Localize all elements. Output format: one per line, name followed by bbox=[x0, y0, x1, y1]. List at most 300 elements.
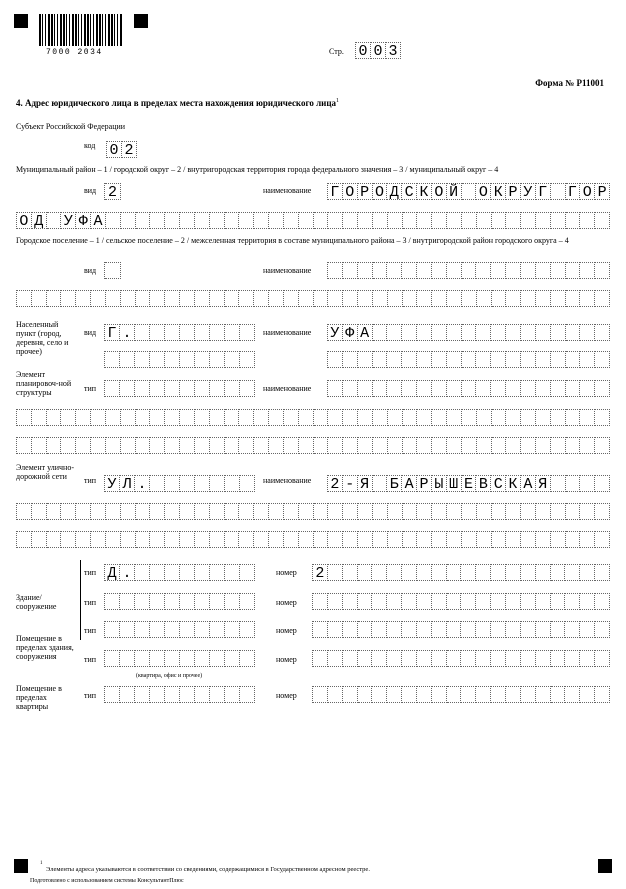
locality-kind-field-2[interactable] bbox=[104, 351, 255, 368]
cell bbox=[210, 503, 225, 520]
cell bbox=[462, 409, 477, 426]
building-type-label-1: тип bbox=[84, 568, 97, 577]
planning-name-field-1[interactable] bbox=[327, 380, 610, 397]
cell bbox=[551, 262, 566, 279]
building-type-field-1[interactable] bbox=[104, 564, 255, 581]
cell: . bbox=[120, 564, 135, 581]
cell bbox=[491, 650, 506, 667]
cell bbox=[580, 593, 595, 610]
cell bbox=[580, 621, 595, 638]
cell bbox=[565, 650, 580, 667]
cell bbox=[165, 475, 180, 492]
cell bbox=[551, 290, 566, 307]
cell bbox=[477, 437, 492, 454]
cell bbox=[150, 593, 165, 610]
cell bbox=[165, 593, 180, 610]
cell bbox=[254, 531, 269, 548]
cell bbox=[373, 437, 388, 454]
cell bbox=[447, 212, 462, 229]
cell bbox=[402, 650, 417, 667]
cell bbox=[595, 262, 610, 279]
cell bbox=[210, 212, 225, 229]
cell bbox=[387, 621, 402, 638]
cell bbox=[521, 437, 536, 454]
cell bbox=[566, 212, 581, 229]
municipal-kind-label: вид bbox=[84, 186, 97, 195]
cell bbox=[225, 212, 240, 229]
cell bbox=[521, 531, 536, 548]
cell bbox=[76, 409, 91, 426]
settlement-name-field-1[interactable] bbox=[327, 262, 610, 279]
cell bbox=[506, 262, 521, 279]
page-digit-2: 0 bbox=[371, 42, 386, 59]
cell bbox=[551, 593, 566, 610]
street-name-label: наименование bbox=[263, 476, 312, 485]
cell bbox=[432, 380, 447, 397]
cell bbox=[447, 564, 462, 581]
cell bbox=[165, 650, 180, 667]
cell bbox=[373, 262, 388, 279]
cell bbox=[506, 324, 521, 341]
cell bbox=[105, 650, 120, 667]
cell bbox=[432, 290, 447, 307]
cell bbox=[165, 324, 180, 341]
cell bbox=[180, 380, 195, 397]
cell bbox=[402, 380, 417, 397]
building-type-field-2[interactable] bbox=[104, 593, 255, 610]
cell bbox=[402, 351, 417, 368]
cell bbox=[210, 351, 225, 368]
cell bbox=[417, 503, 432, 520]
cell bbox=[462, 380, 477, 397]
cell bbox=[120, 621, 135, 638]
footnote-mark: 1 bbox=[40, 861, 43, 866]
cell bbox=[447, 593, 462, 610]
cell bbox=[566, 409, 581, 426]
building-number-field-1[interactable] bbox=[312, 564, 610, 581]
cell bbox=[299, 503, 314, 520]
cell bbox=[240, 564, 255, 581]
cell bbox=[358, 437, 373, 454]
cell bbox=[135, 593, 150, 610]
cell bbox=[210, 531, 225, 548]
cell bbox=[239, 437, 254, 454]
cell bbox=[225, 380, 240, 397]
cell bbox=[254, 409, 269, 426]
cell bbox=[165, 351, 180, 368]
cell bbox=[432, 437, 447, 454]
cell bbox=[403, 437, 418, 454]
street-type-field[interactable] bbox=[104, 475, 255, 492]
cell bbox=[150, 324, 165, 341]
cell bbox=[343, 503, 358, 520]
cell bbox=[373, 324, 388, 341]
cell bbox=[284, 437, 299, 454]
cell bbox=[388, 437, 403, 454]
cell bbox=[47, 531, 62, 548]
cell bbox=[32, 409, 47, 426]
municipal-name-field-1[interactable] bbox=[327, 183, 610, 200]
cell bbox=[328, 564, 343, 581]
cell bbox=[536, 409, 551, 426]
cell bbox=[299, 212, 314, 229]
cell bbox=[180, 531, 195, 548]
cell bbox=[387, 324, 402, 341]
cell bbox=[358, 650, 373, 667]
building-label: Здание/ сооружение bbox=[16, 593, 57, 611]
cell bbox=[195, 503, 210, 520]
cell: А bbox=[521, 475, 536, 492]
cell bbox=[150, 380, 165, 397]
cell bbox=[120, 650, 135, 667]
cell bbox=[105, 593, 120, 610]
cell bbox=[477, 212, 492, 229]
cell bbox=[595, 564, 610, 581]
cell bbox=[372, 650, 387, 667]
cell bbox=[284, 531, 299, 548]
planning-type-field[interactable] bbox=[104, 380, 255, 397]
cell: Л bbox=[120, 475, 135, 492]
cell bbox=[492, 409, 507, 426]
cell bbox=[165, 437, 180, 454]
planning-name-field-2[interactable] bbox=[16, 409, 610, 426]
cell bbox=[595, 686, 610, 703]
cell: Г bbox=[536, 183, 551, 200]
locality-name-field-2[interactable] bbox=[327, 351, 610, 368]
cell bbox=[135, 686, 150, 703]
street-name-field-3[interactable] bbox=[16, 531, 610, 548]
cell bbox=[91, 437, 106, 454]
municipal-label: Муниципальный район – 1 / городской округ – 2 / внутригородская территория города федерального значения – 3 / муниципальный округ – 4 bbox=[16, 165, 499, 174]
cell bbox=[47, 212, 62, 229]
cell bbox=[358, 290, 373, 307]
cell bbox=[506, 351, 521, 368]
cell bbox=[180, 351, 195, 368]
cell bbox=[536, 564, 551, 581]
cell bbox=[135, 621, 150, 638]
cell bbox=[210, 564, 225, 581]
street-name-field-1[interactable] bbox=[327, 475, 610, 492]
cell bbox=[47, 409, 62, 426]
cell: У bbox=[61, 212, 76, 229]
cell bbox=[210, 324, 225, 341]
cell bbox=[551, 686, 566, 703]
cell: Р bbox=[358, 183, 373, 200]
cell bbox=[210, 650, 225, 667]
cell bbox=[195, 531, 210, 548]
cell bbox=[432, 593, 447, 610]
cell: С bbox=[402, 183, 417, 200]
cell bbox=[432, 409, 447, 426]
cell bbox=[551, 212, 566, 229]
cell bbox=[120, 593, 135, 610]
cell bbox=[17, 290, 32, 307]
page-digit-1: 0 bbox=[356, 42, 371, 59]
building-number-field-3[interactable] bbox=[312, 621, 610, 638]
cell bbox=[447, 686, 462, 703]
cell bbox=[240, 380, 255, 397]
cell: Д bbox=[105, 564, 120, 581]
cell bbox=[521, 593, 536, 610]
cell bbox=[121, 409, 136, 426]
locality-label: Населенный пункт (город, деревня, село и прочее) bbox=[16, 320, 69, 356]
cell bbox=[240, 686, 255, 703]
cell bbox=[106, 290, 121, 307]
cell: Й bbox=[447, 183, 462, 200]
cell bbox=[165, 409, 180, 426]
cell bbox=[402, 564, 417, 581]
cell bbox=[476, 593, 491, 610]
cell bbox=[536, 437, 551, 454]
cell bbox=[269, 212, 284, 229]
page-number-cells bbox=[355, 42, 401, 59]
cell bbox=[195, 686, 210, 703]
cell bbox=[225, 437, 240, 454]
premises-building-type-label: тип bbox=[84, 655, 97, 664]
settlement-name-field-2[interactable] bbox=[16, 290, 610, 307]
cell bbox=[477, 409, 492, 426]
cell bbox=[447, 650, 462, 667]
cell bbox=[225, 290, 240, 307]
cell bbox=[120, 351, 135, 368]
cell bbox=[462, 290, 477, 307]
cell bbox=[551, 437, 566, 454]
cell bbox=[403, 212, 418, 229]
street-name-field-2[interactable] bbox=[16, 503, 610, 520]
cell bbox=[195, 564, 210, 581]
cell bbox=[403, 503, 418, 520]
cell bbox=[536, 531, 551, 548]
cell bbox=[462, 262, 477, 279]
cell bbox=[432, 531, 447, 548]
cell bbox=[150, 621, 165, 638]
cell bbox=[566, 475, 581, 492]
cell bbox=[476, 380, 491, 397]
cell bbox=[165, 564, 180, 581]
cell bbox=[240, 351, 255, 368]
cell bbox=[180, 650, 195, 667]
cell bbox=[180, 503, 195, 520]
cell bbox=[462, 503, 477, 520]
cell: О bbox=[343, 183, 358, 200]
cell: - bbox=[343, 475, 358, 492]
building-number-field-2[interactable] bbox=[312, 593, 610, 610]
cell bbox=[343, 437, 358, 454]
building-type-field-3[interactable] bbox=[104, 621, 255, 638]
cell bbox=[225, 475, 240, 492]
cell bbox=[106, 503, 121, 520]
cell bbox=[195, 621, 210, 638]
cell bbox=[461, 564, 476, 581]
cell bbox=[120, 380, 135, 397]
cell: О bbox=[476, 183, 491, 200]
cell bbox=[343, 593, 358, 610]
settlement-kind-field[interactable] bbox=[104, 262, 121, 279]
cell bbox=[225, 564, 240, 581]
cell bbox=[150, 351, 165, 368]
cell bbox=[417, 593, 432, 610]
cell bbox=[566, 531, 581, 548]
cell bbox=[314, 437, 329, 454]
subject-code-field[interactable]: 0 2 bbox=[106, 141, 137, 158]
cell bbox=[47, 437, 62, 454]
cell bbox=[150, 650, 165, 667]
cell bbox=[580, 531, 595, 548]
cell bbox=[491, 564, 506, 581]
cell bbox=[106, 212, 121, 229]
premises-flat-type-field[interactable] bbox=[104, 686, 255, 703]
cell bbox=[462, 324, 477, 341]
cell bbox=[284, 212, 299, 229]
cell bbox=[595, 380, 610, 397]
cell bbox=[225, 621, 240, 638]
cell bbox=[476, 564, 491, 581]
corner-marker-top-right bbox=[134, 14, 148, 28]
cell bbox=[551, 531, 566, 548]
settlement-label: Городское поселение – 1 / сельское поселение – 2 / межселенная территория в составе муниципального района – 3 / внутригородской район городского округа – 4 bbox=[16, 236, 569, 245]
street-label: Элемент улично-дорожной сети bbox=[16, 463, 74, 481]
cell bbox=[136, 531, 151, 548]
cell bbox=[462, 212, 477, 229]
cell: Е bbox=[462, 475, 477, 492]
cell bbox=[343, 686, 358, 703]
premises-flat-label: Помещение в пределах квартиры bbox=[16, 684, 62, 711]
premises-flat-type-label: тип bbox=[84, 691, 97, 700]
subject-code-label: код bbox=[84, 141, 96, 150]
cell bbox=[61, 409, 76, 426]
planning-name-label: наименование bbox=[263, 384, 312, 393]
premises-flat-number-label: номер bbox=[276, 691, 297, 700]
locality-name-field-1[interactable] bbox=[327, 324, 610, 341]
cell bbox=[195, 475, 210, 492]
cell bbox=[343, 290, 358, 307]
cell bbox=[106, 437, 121, 454]
cell bbox=[432, 324, 447, 341]
cell bbox=[135, 324, 150, 341]
cell bbox=[387, 593, 402, 610]
corner-marker-bottom-left bbox=[14, 859, 28, 873]
cell bbox=[551, 380, 566, 397]
cell bbox=[595, 503, 610, 520]
cell: Р bbox=[506, 183, 521, 200]
premises-flat-number-field[interactable] bbox=[312, 686, 610, 703]
cell bbox=[47, 503, 62, 520]
cell bbox=[254, 437, 269, 454]
cell bbox=[328, 650, 343, 667]
cell bbox=[269, 503, 284, 520]
locality-kind-field[interactable] bbox=[104, 324, 255, 341]
cell bbox=[180, 564, 195, 581]
cell bbox=[491, 262, 506, 279]
settlement-kind-label: вид bbox=[84, 266, 97, 275]
cell bbox=[447, 503, 462, 520]
cell: У bbox=[328, 324, 343, 341]
cell bbox=[254, 290, 269, 307]
premises-building-number-label: номер bbox=[276, 655, 297, 664]
cell bbox=[402, 593, 417, 610]
footnote-ref: 1 bbox=[336, 98, 340, 104]
building-number-label-2: номер bbox=[276, 598, 297, 607]
cell bbox=[477, 290, 492, 307]
cell bbox=[328, 212, 343, 229]
cell bbox=[565, 564, 580, 581]
cell bbox=[76, 503, 91, 520]
cell bbox=[477, 503, 492, 520]
municipal-kind-field[interactable]: 2 bbox=[104, 183, 121, 200]
cell bbox=[135, 650, 150, 667]
cell bbox=[580, 351, 595, 368]
cell bbox=[432, 621, 447, 638]
cell bbox=[521, 409, 536, 426]
building-bracket-line bbox=[80, 560, 81, 640]
cell bbox=[521, 564, 536, 581]
premises-building-label: Помещение в пределах здания, сооружения bbox=[16, 634, 74, 661]
cell bbox=[240, 475, 255, 492]
cell bbox=[121, 212, 136, 229]
cell bbox=[580, 290, 595, 307]
cell bbox=[580, 409, 595, 426]
cell bbox=[195, 212, 210, 229]
cell bbox=[210, 475, 225, 492]
cell bbox=[61, 437, 76, 454]
cell bbox=[521, 686, 536, 703]
cell bbox=[150, 212, 165, 229]
cell bbox=[358, 380, 373, 397]
cell bbox=[61, 531, 76, 548]
cell bbox=[210, 437, 225, 454]
cell bbox=[328, 262, 343, 279]
cell bbox=[447, 351, 462, 368]
cell bbox=[492, 290, 507, 307]
cell bbox=[566, 437, 581, 454]
cell bbox=[328, 531, 343, 548]
cell: Д bbox=[32, 212, 47, 229]
cell bbox=[595, 650, 610, 667]
cell bbox=[417, 650, 432, 667]
cell bbox=[372, 686, 387, 703]
cell bbox=[150, 290, 165, 307]
cell bbox=[91, 290, 106, 307]
premises-building-type-field[interactable] bbox=[104, 650, 255, 667]
municipal-name-field-2[interactable] bbox=[16, 212, 610, 229]
cell: В bbox=[476, 475, 491, 492]
cell bbox=[447, 262, 462, 279]
cell bbox=[536, 593, 551, 610]
premises-building-number-field[interactable] bbox=[312, 650, 610, 667]
planning-name-field-3[interactable] bbox=[16, 437, 610, 454]
cell bbox=[536, 324, 551, 341]
cell bbox=[373, 531, 388, 548]
cell bbox=[402, 621, 417, 638]
credit-text: Подготовлено с использованием системы КонсультантПлюс bbox=[30, 878, 184, 884]
cell bbox=[551, 475, 566, 492]
cell bbox=[32, 503, 47, 520]
cell: Р bbox=[595, 183, 610, 200]
cell bbox=[372, 621, 387, 638]
cell: . bbox=[135, 475, 150, 492]
cell bbox=[328, 380, 343, 397]
cell: Г bbox=[566, 183, 581, 200]
cell: 2 bbox=[313, 564, 328, 581]
cell bbox=[417, 212, 432, 229]
cell bbox=[210, 290, 225, 307]
cell bbox=[566, 324, 581, 341]
form-number: Форма № Р11001 bbox=[535, 78, 604, 88]
cell bbox=[314, 212, 329, 229]
cell bbox=[387, 650, 402, 667]
cell bbox=[432, 262, 447, 279]
cell bbox=[328, 290, 343, 307]
